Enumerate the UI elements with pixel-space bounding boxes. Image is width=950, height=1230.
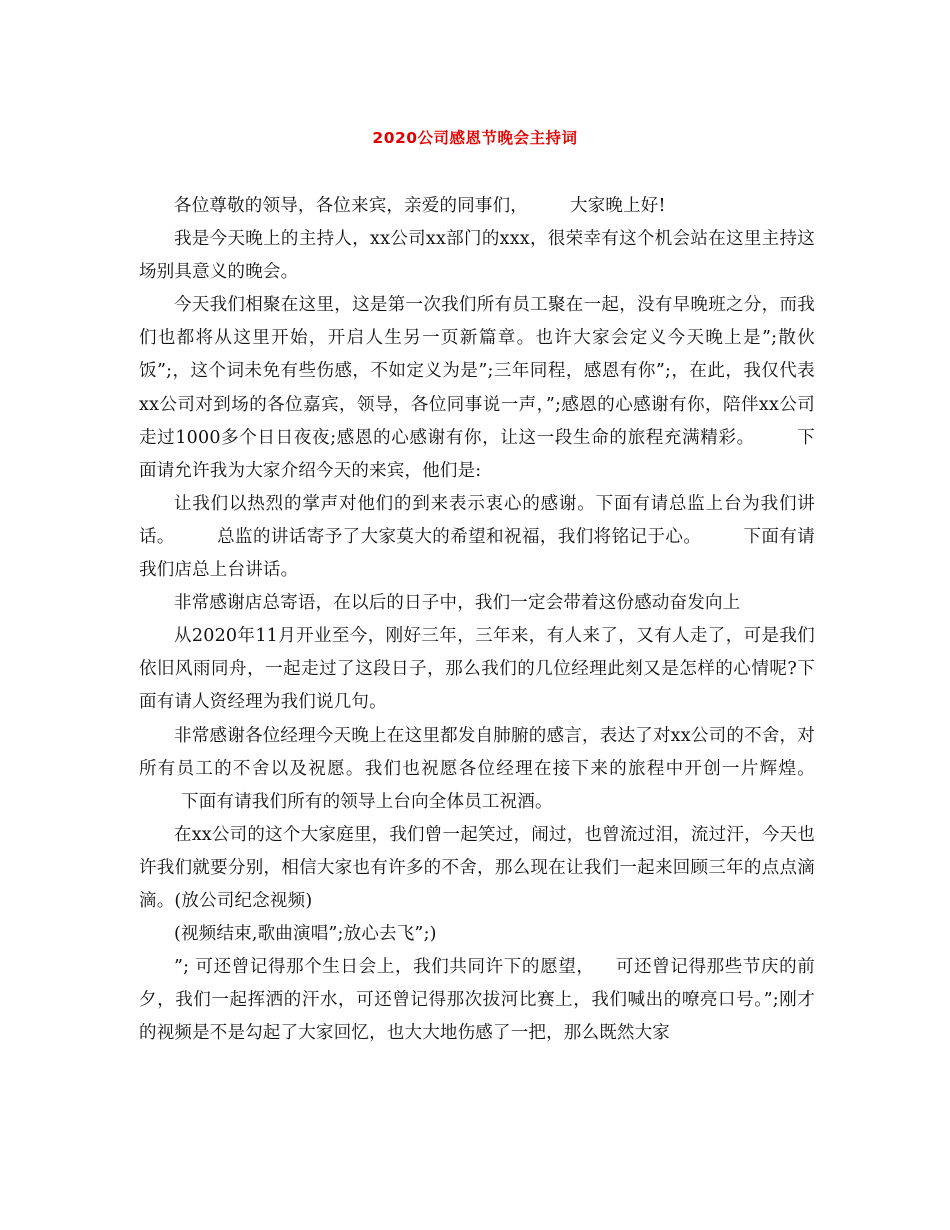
document-body bbox=[139, 190, 815, 1050]
text-segment: 让我们以热烈的掌声对他们的到来表示衷心的感谢。下面有请总监上台为我们讲话。 bbox=[139, 493, 815, 547]
text-segment: 今天我们相聚在这里，这是第一次我们所有员工聚在一起，没有早晚班之分，而我们也都将从这里开始，开启人生另一页新篇章。也许大家会定义今天晚上是”;散伙饭”;，这个词未免有些伤感，不如定义为是”;三年同程，感恩有你”;，在此，我仅代表xx公司对到场的各位嘉宾，领导，各位同事说一声，”;感恩的心感谢有你，陪伴xx公司走过1000多个日日夜夜;感恩的心感谢有你，让这一段生命的旅程充满精彩。 bbox=[139, 295, 815, 448]
paragraph-gathering bbox=[139, 289, 815, 488]
text-segment: 我是今天晚上的主持人，xx公司xx部门的xxx，很荣幸有这个机会站在这里主持这场别具意义的晚会。 bbox=[139, 229, 815, 283]
text-segment: 各位尊敬的领导，各位来宾，亲爱的同事们， bbox=[174, 196, 528, 216]
text-segment: 非常感谢各位经理今天晚上在这里都发自肺腑的感言，表达了对xx公司的不舍，对所有员工的不舍以及祝愿。我们也祝愿各位经理在接下来的旅程中开创一片辉煌。 bbox=[139, 725, 815, 779]
paragraph-three-years bbox=[139, 620, 815, 719]
text-segment: 下面请允许我为大家介绍今天的来宾，他们是: bbox=[139, 427, 815, 481]
paragraph-managers bbox=[139, 720, 815, 819]
text-segment: ”; 可还曾记得那个生日会上，我们共同许下的愿望， bbox=[174, 957, 595, 978]
text-segment: 非常感谢店总寄语，在以后的日子中，我们一定会带着这份感动奋发向上 bbox=[174, 593, 741, 614]
text-segment: 总监的讲话寄予了大家莫大的希望和祝福，我们将铭记于心。 bbox=[216, 526, 702, 547]
paragraph-host-intro bbox=[139, 223, 815, 289]
paragraph-video-end bbox=[139, 918, 815, 951]
text-segment: 从2020年11月开业至今，刚好三年，三年来，有人来了，又有人走了，可是我们依旧风雨同舟，一起走过了这段日子，那么我们的几位经理此刻又是怎样的心情呢?下面有请人资经理为我们说几句。 bbox=[139, 626, 815, 713]
paragraph-thanks-store bbox=[139, 587, 815, 620]
paragraph-applause bbox=[139, 488, 815, 587]
text-segment: 大家晚上好! bbox=[570, 196, 666, 216]
text-segment: 下面有请我们所有的领导上台向全体员工祝酒。 bbox=[181, 791, 553, 812]
text-segment: 下面有请我们店总上台讲话。 bbox=[139, 526, 815, 581]
text-segment: (视频结束,歌曲演唱”;放心去飞”;) bbox=[174, 924, 437, 945]
text-segment: 在xx公司的这个大家庭里，我们曾一起笑过，闹过，也曾流过泪，流过汗，今天也许我们就要分别，相信大家也有许多的不舍，那么现在让我们一起来回顾三年的点点滴滴。(放公司纪念视频) bbox=[139, 824, 815, 911]
text-segment: 可还曾记得那些节庆的前夕，我们一起挥洒的汗水，可还曾记得那次拔河比赛上，我们喊出的嘹亮口号。”;刚才的视频是不是勾起了大家回忆，也大大地伤感了一把，那么既然大家 bbox=[139, 957, 816, 1044]
paragraph-greeting bbox=[139, 190, 815, 223]
document-title: 2020公司感恩节晚会主持词 bbox=[372, 129, 578, 147]
paragraph-memories bbox=[139, 951, 815, 1050]
paragraph-family bbox=[139, 819, 815, 918]
